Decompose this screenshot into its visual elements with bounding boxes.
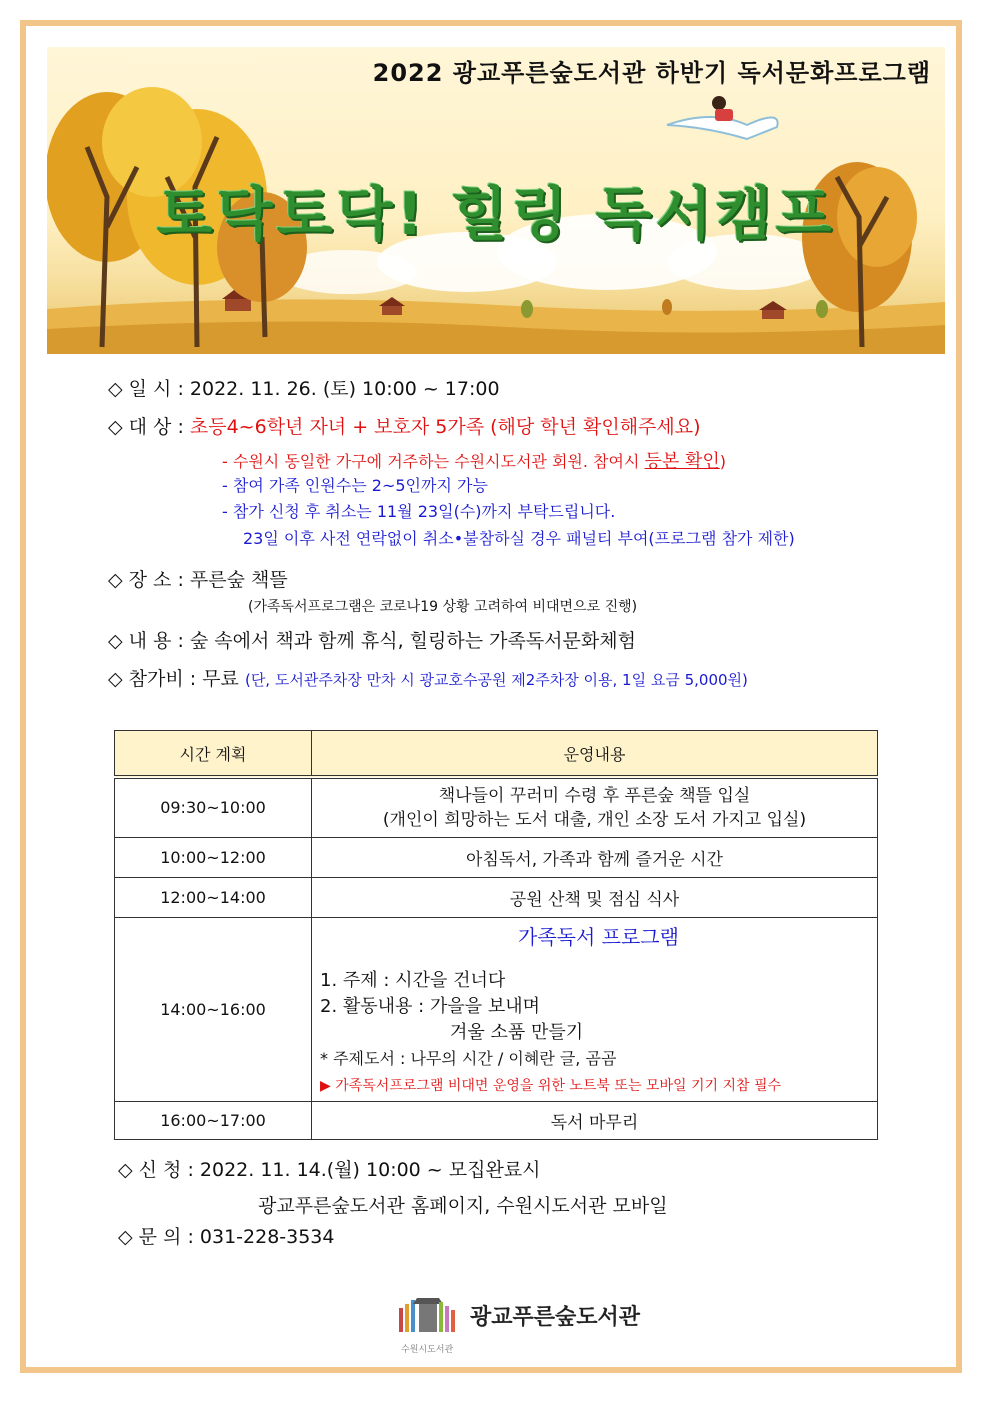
table-row — [115, 837, 878, 877]
place-note: (가족독서프로그램은 코로나19 상황 고려하여 비대면으로 진행) — [248, 599, 638, 615]
contact-label: ◇ 문 의 : — [118, 1226, 194, 1248]
row-content: 아침독서, 가족과 함께 즐거운 시간 — [312, 837, 878, 877]
place-row — [108, 565, 288, 592]
row-content-line: 책나들이 꾸러미 수령 후 푸른숲 책뜰 입실 — [438, 785, 751, 806]
library-logo — [395, 1288, 461, 1355]
target-note-2: - 참여 가족 인원수는 2~5인까지 가능 — [222, 476, 488, 495]
table-row — [115, 877, 878, 917]
target-note-1-emphasis: 등본 확인 — [644, 451, 720, 472]
target-note-1-text: - 수원시 동일한 가구에 거주하는 수원시도서관 회원. 참여시 — [222, 452, 640, 471]
fee-note: (단, 도서관주차장 만차 시 광교호수공원 제2주차장 이용, 1일 요금 5,000원) — [244, 671, 748, 689]
date-label: ◇ 일 시 : — [108, 378, 184, 400]
program-notice: ▶ 가족독서프로그램 비대면 운영을 위한 노트북 또는 모바일 기기 지참 필수 — [320, 1077, 781, 1094]
apply-value: 2022. 11. 14.(월) 10:00 ~ 모집완료시 — [199, 1159, 541, 1181]
table-header-row — [115, 731, 878, 778]
schedule-table — [114, 730, 878, 1140]
program-line: 겨울 소품 만들기 — [450, 1021, 584, 1043]
main-title: 토닥토닥! 힐링 독서캠프 — [156, 180, 836, 248]
target-note-1-close: ) — [719, 452, 727, 471]
banner-top-title: 2022 광교푸른숲도서관 하반기 독서문화프로그램 — [372, 59, 931, 87]
place-value: 푸른숲 책뜰 — [189, 569, 288, 591]
row-content: 공원 산책 및 점심 식사 — [312, 877, 878, 917]
logo-subtext: 수원시도서관 — [401, 1345, 454, 1355]
target-label: ◇ 대 상 : — [108, 416, 184, 438]
date-row — [108, 374, 500, 401]
row-time: 14:00~16:00 — [115, 917, 312, 1101]
row-content-line: (개인이 희망하는 도서 대출, 개인 소장 도서 가지고 입실) — [382, 809, 807, 830]
table-row — [115, 777, 878, 837]
apply-label: ◇ 신 청 : — [118, 1159, 194, 1181]
content-label: ◇ 내 용 : — [108, 630, 184, 652]
header-time: 시간 계획 — [115, 731, 312, 778]
row-time: 12:00~14:00 — [115, 877, 312, 917]
target-note-4: 23일 이후 사전 연락없이 취소•불참하실 경우 패널티 부여(프로그램 참가 제한) — [243, 529, 795, 548]
date-value: 2022. 11. 26. (토) 10:00 ~ 17:00 — [189, 378, 500, 400]
row-content — [312, 777, 878, 837]
content-value: 숲 속에서 책과 함께 휴식, 힐링하는 가족독서문화체험 — [189, 630, 636, 652]
place-label: ◇ 장 소 : — [108, 569, 184, 591]
target-row — [108, 412, 701, 439]
row-time: 10:00~12:00 — [115, 837, 312, 877]
fee-label: ◇ 참가비 : — [108, 668, 197, 690]
table-row — [115, 1101, 878, 1139]
contact-row — [118, 1222, 335, 1249]
content-row — [108, 626, 636, 653]
program-cell — [312, 917, 878, 1101]
row-time: 16:00~17:00 — [115, 1101, 312, 1139]
program-line: 2. 활동내용 : 가을을 보내며 — [320, 995, 541, 1017]
apply-channels: 광교푸른숲도서관 홈페이지, 수원시도서관 모바일 — [258, 1195, 668, 1217]
fee-value: 무료 — [202, 668, 239, 690]
fee-row — [108, 664, 748, 691]
program-title: 가족독서 프로그램 — [518, 924, 679, 949]
target-note-1 — [222, 447, 726, 473]
table-row — [115, 917, 878, 1101]
row-content: 독서 마무리 — [312, 1101, 878, 1139]
program-line: * 주제도서 : 나무의 시간 / 이혜란 글, 곰곰 — [320, 1048, 617, 1068]
header-content: 운영내용 — [312, 731, 878, 778]
target-value: 초등4~6학년 자녀 + 보호자 5가족 (해당 학년 확인해주세요) — [189, 416, 701, 438]
row-time: 09:30~10:00 — [115, 777, 312, 837]
library-logo-icon — [395, 1288, 461, 1344]
banner — [47, 47, 945, 354]
target-note-3: - 참가 신청 후 취소는 11월 23일(수)까지 부탁드립니다. — [222, 502, 616, 521]
apply-row — [118, 1155, 541, 1182]
contact-value: 031-228-3534 — [199, 1226, 335, 1248]
library-name: 광교푸른숲도서관 — [470, 1305, 641, 1330]
program-line: 1. 주제 : 시간을 건너다 — [320, 969, 506, 991]
